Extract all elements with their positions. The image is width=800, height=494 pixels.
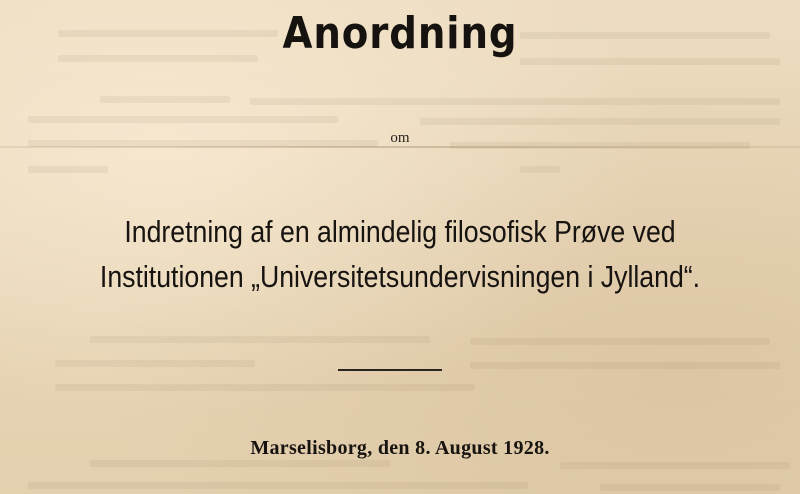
subject-line-1: Indretning af en almindelig filosofisk Prøve ved bbox=[124, 214, 676, 249]
title-connector: om bbox=[390, 130, 410, 146]
place-and-date: Marselisborg, den 8. August 1928. bbox=[250, 437, 550, 459]
separator-rule bbox=[338, 369, 442, 371]
document-title: Anordning bbox=[282, 8, 518, 59]
subject-line-2: Institutionen „Universitetsundervisningen i Jylland“. bbox=[99, 259, 701, 294]
